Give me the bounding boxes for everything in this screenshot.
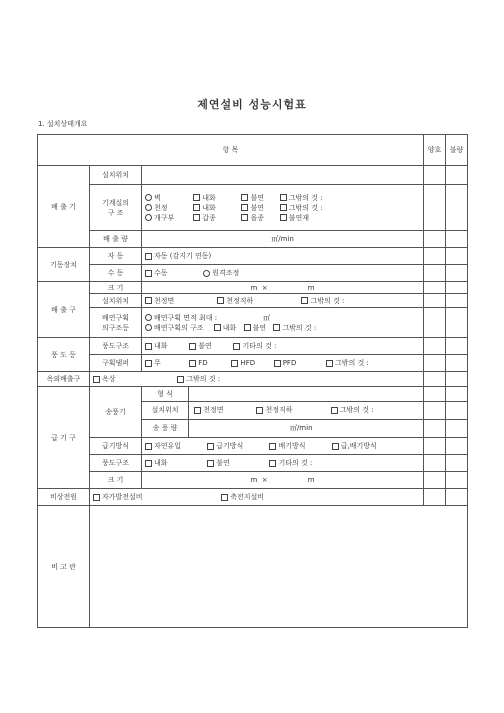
port-zone-values (142, 308, 424, 338)
duct-structure-row (38, 338, 468, 355)
port-size-good[interactable] (424, 282, 446, 294)
supply-method-row (38, 438, 468, 455)
checkbox-icon[interactable] (274, 360, 281, 367)
checkbox-icon[interactable] (145, 270, 152, 277)
exhaust-volume-good[interactable] (424, 231, 446, 248)
checkbox-icon[interactable] (93, 494, 100, 501)
supply-type-row (38, 387, 468, 402)
startup-auto-label: 자 동 (90, 248, 142, 265)
outdoor-exhaust-label: 옥외배출구 (38, 372, 90, 387)
checkbox-icon[interactable] (93, 376, 100, 383)
checkbox-icon[interactable] (256, 407, 263, 414)
supply-location-label: 설치위치 (142, 402, 189, 419)
supply-duct-row (38, 455, 468, 472)
exhaust-location-value[interactable] (142, 166, 424, 185)
duct-label: 풍 도 등 (38, 338, 90, 372)
checkbox-icon[interactable] (241, 214, 248, 221)
header-item: 항 목 (38, 135, 424, 166)
checkbox-icon[interactable] (145, 360, 152, 367)
port-location-row (38, 294, 468, 308)
checkbox-icon[interactable] (145, 253, 152, 260)
room-structure-label-1: 기계실의 (101, 198, 130, 207)
supply-type-label: 형 식 (142, 387, 189, 401)
checkbox-icon[interactable] (269, 443, 276, 450)
duct-structure-label: 풍도구조 (90, 338, 142, 355)
port-size-label: 크 기 (90, 282, 142, 294)
checkbox-icon[interactable] (207, 460, 214, 467)
exhaust-volume-row (38, 231, 468, 248)
startup-auto-good[interactable] (424, 248, 446, 265)
checkbox-icon[interactable] (145, 443, 152, 450)
supply-fan-label: 송풍기 (90, 387, 142, 438)
exhaust-device-label: 배 출 기 (38, 166, 90, 248)
startup-auto-value: 자동 (감지기 연동) (142, 248, 424, 265)
room-structure-good[interactable] (424, 185, 446, 231)
remarks-row (38, 506, 468, 628)
checkbox-icon[interactable] (194, 407, 201, 414)
room-row-ceiling: 천정 내화 불연 그밖의 것 : (145, 203, 420, 213)
supply-location-good[interactable] (424, 402, 446, 420)
duct-damper-bad[interactable] (446, 355, 468, 372)
port-location-options: 천정면 천정직하 그밖의 것 : (142, 294, 424, 308)
checkbox-icon[interactable] (193, 194, 200, 201)
supply-type-cell (142, 387, 424, 402)
supply-volume-unit: ㎥/min (289, 424, 313, 432)
radio-icon[interactable] (145, 194, 152, 201)
emergency-power-bad[interactable] (446, 489, 468, 506)
supply-type-good[interactable] (424, 387, 446, 402)
radio-icon[interactable] (145, 314, 152, 321)
checkbox-icon[interactable] (189, 343, 196, 350)
checkbox-icon[interactable] (301, 297, 308, 304)
supply-volume-cell (142, 420, 424, 438)
checkbox-icon[interactable] (231, 360, 238, 367)
outdoor-exhaust-options: 옥상 그밖의 것 : (90, 372, 424, 387)
supply-method-label: 급기방식 (90, 438, 142, 455)
header-good: 양호 (424, 135, 446, 166)
port-zone-structure: 배연구획의 구조 내화 불연 그밖의 것 : (145, 323, 420, 333)
startup-label: 기동장치 (38, 248, 90, 282)
supply-duct-options: 내화 불연 기타의 것 : (142, 455, 424, 472)
startup-auto-bad[interactable] (446, 248, 468, 265)
radio-icon[interactable] (145, 214, 152, 221)
emergency-power-options: 자가발전설비 축전지설비 (90, 489, 424, 506)
startup-auto-row (38, 248, 468, 265)
checkbox-icon[interactable] (221, 494, 228, 501)
startup-manual-label: 수 동 (90, 265, 142, 282)
exhaust-location-label: 설치위치 (90, 166, 142, 185)
supply-method-options: 자연유입 급기방식 배기방식 급,배기방식 (142, 438, 424, 455)
room-structure-bad[interactable] (446, 185, 468, 231)
remarks-label: 비 고 란 (38, 506, 90, 628)
exhaust-location-row (38, 166, 468, 185)
checkbox-icon[interactable] (233, 343, 240, 350)
port-zone-good[interactable] (424, 308, 446, 338)
startup-manual-good[interactable] (424, 265, 446, 282)
checkbox-icon[interactable] (214, 324, 221, 331)
outdoor-exhaust-row (38, 372, 468, 387)
supply-size-label: 크 기 (90, 472, 142, 489)
supply-method-bad[interactable] (446, 438, 468, 455)
room-structure-options (142, 185, 424, 231)
duct-damper-options: 무 FD HFD PFD 그밖의 것 : (142, 355, 424, 372)
checkbox-icon[interactable] (280, 204, 287, 211)
exhaust-volume-bad[interactable] (446, 231, 468, 248)
exhaust-port-label: 배 출 구 (38, 282, 90, 338)
checkbox-icon[interactable] (332, 443, 339, 450)
duct-structure-good[interactable] (424, 338, 446, 355)
supply-size-row (38, 472, 468, 489)
radio-icon[interactable] (145, 204, 152, 211)
port-zone-area: 배연구획 면적 최대 : ㎡ (145, 313, 420, 323)
outdoor-exhaust-good[interactable] (424, 372, 446, 387)
document-title: 제연설비 성능시험표 (197, 98, 307, 111)
duct-damper-good[interactable] (424, 355, 446, 372)
duct-structure-bad[interactable] (446, 338, 468, 355)
checkbox-icon[interactable] (217, 297, 224, 304)
checkbox-icon[interactable] (244, 324, 251, 331)
supply-size-good[interactable] (424, 472, 446, 489)
emergency-power-good[interactable] (424, 489, 446, 506)
port-size-value: m × m (142, 282, 424, 294)
room-structure-row (38, 185, 468, 231)
remarks-field[interactable] (90, 506, 468, 628)
supply-size-value: m × m (142, 472, 424, 489)
supply-location-cell: 설치위치 천정면 천정직하 그밖의 것 : (142, 402, 424, 420)
supply-size-bad[interactable] (446, 472, 468, 489)
checkbox-icon[interactable] (207, 443, 214, 450)
supply-label: 급 기 구 (38, 387, 90, 489)
room-row-opening: 개구부 갑종 을종 불연재 (145, 213, 420, 223)
supply-volume-label: 송 풍 량 (142, 420, 189, 437)
outdoor-exhaust-bad[interactable] (446, 372, 468, 387)
port-zone-row (38, 308, 468, 338)
checkbox-icon[interactable] (269, 460, 276, 467)
startup-manual-bad[interactable] (446, 265, 468, 282)
exhaust-location-good[interactable] (424, 166, 446, 185)
startup-manual-options: 수동 원격조정 (142, 265, 424, 282)
checkbox-icon[interactable] (145, 297, 152, 304)
checkbox-icon[interactable] (326, 360, 333, 367)
port-size-row (38, 282, 468, 294)
port-location-label: 설치위치 (90, 294, 142, 308)
port-zone-bad[interactable] (446, 308, 468, 338)
checkbox-icon[interactable] (241, 194, 248, 201)
emergency-power-label: 비상전원 (38, 489, 90, 506)
checkbox-icon[interactable] (273, 324, 280, 331)
checkbox-icon[interactable] (145, 460, 152, 467)
exhaust-volume-unit: ㎥/min (142, 231, 424, 248)
checkbox-icon[interactable] (193, 214, 200, 221)
supply-duct-bad[interactable] (446, 455, 468, 472)
duct-damper-row (38, 355, 468, 372)
checkbox-icon[interactable] (145, 343, 152, 350)
emergency-power-row (38, 489, 468, 506)
port-zone-label-2: 의구조등 (101, 323, 130, 332)
checkbox-icon[interactable] (241, 204, 248, 211)
duct-structure-options: 내화 불연 기타의 것 : (142, 338, 424, 355)
checkbox-icon[interactable] (280, 214, 287, 221)
supply-volume-bad[interactable] (446, 420, 468, 438)
port-location-bad[interactable] (446, 294, 468, 308)
radio-icon[interactable] (145, 324, 152, 331)
performance-test-table (37, 134, 468, 628)
exhaust-location-bad[interactable] (446, 166, 468, 185)
checkbox-icon[interactable] (331, 407, 338, 414)
exhaust-volume-label: 배 출 량 (90, 231, 142, 248)
port-zone-label (90, 308, 142, 338)
supply-type-bad[interactable] (446, 387, 468, 402)
supply-volume-good[interactable] (424, 420, 446, 438)
section-heading: 1. 설치상태개요 (38, 120, 88, 128)
supply-duct-good[interactable] (424, 455, 446, 472)
startup-manual-row (38, 265, 468, 282)
supply-location-bad[interactable] (446, 402, 468, 420)
checkbox-icon[interactable] (193, 204, 200, 211)
port-zone-label-1: 배연구획 (101, 313, 130, 322)
checkbox-icon[interactable] (280, 194, 287, 201)
supply-method-good[interactable] (424, 438, 446, 455)
room-structure-label-2: 구 조 (107, 208, 124, 217)
room-structure-label (90, 185, 142, 231)
radio-icon[interactable] (203, 270, 210, 277)
port-location-good[interactable] (424, 294, 446, 308)
header-row (38, 135, 468, 166)
checkbox-icon[interactable] (189, 360, 196, 367)
checkbox-icon[interactable] (177, 376, 184, 383)
port-size-bad[interactable] (446, 282, 468, 294)
duct-damper-label: 구획댐퍼 (90, 355, 142, 372)
supply-duct-label: 풍도구조 (90, 455, 142, 472)
room-row-wall: 벽 내화 불연 그밖의 것 : (145, 193, 420, 203)
header-bad: 불량 (446, 135, 468, 166)
